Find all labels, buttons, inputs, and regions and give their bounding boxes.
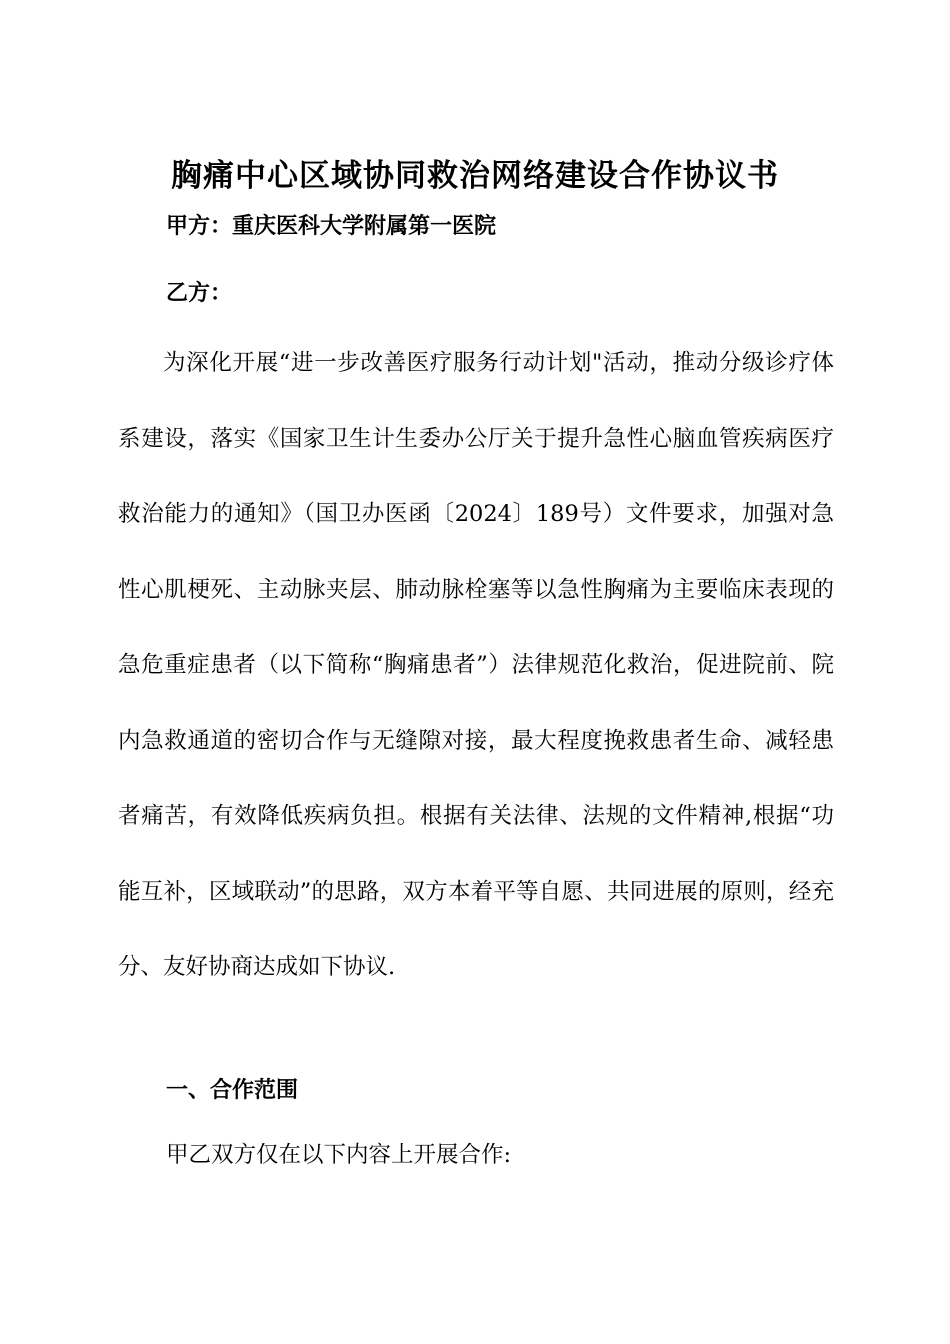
party-b-line: 乙方： [166,281,233,306]
intro-paragraph: 为深化开展“进一步改善医疗服务行动计划"活动，推动分级诊疗体系建设，落实《国家卫生计生委办公厅关于提升急性心脑血管疾病医疗救治能力的通知》（国卫办医函〔2024〕189号）文件要求，加强对急性心肌梗死、主动脉夹层、肺动脉栓塞等以急性胸痛为主要临床表现的急危重症患者（以下简称“胸痛患者”）法律规范化救治，促进院前、院内急救通道的密切合作与无缝隙对接，最大程度挽救患者生命、减轻患者痛苦，有效降低疾病负担。根据有关法律、法规的文件精神,根据“功能互补，区域联动”的思路，双方本着平等自愿、共同进展的原则，经充分、友好协商达成如下协议. [118,350,834,980]
document-title: 胸痛中心区域协同救治网络建设合作协议书 [171,158,779,194]
section-heading-cooperation-scope: 一、合作范围 [166,1078,299,1103]
party-a-line: 甲方：重庆医科大学附属第一医院 [166,214,497,239]
section-intro-text: 甲乙双方仅在以下内容上开展合作: [166,1142,512,1168]
